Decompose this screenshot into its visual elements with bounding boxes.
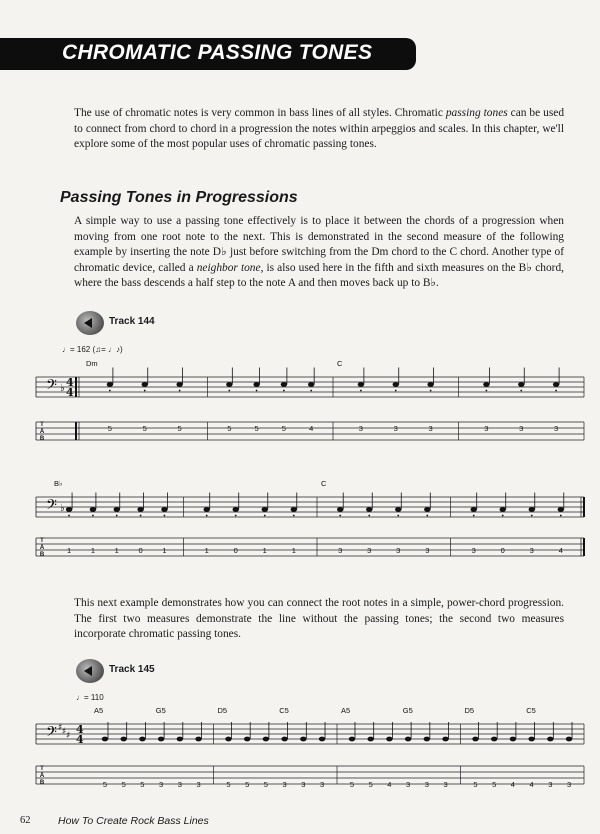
staccato-dot	[179, 390, 181, 392]
key-signature-sharp: ♯	[66, 731, 71, 741]
tab-fret-number: 3	[282, 780, 287, 789]
notehead	[244, 737, 250, 742]
tab-fret-number: 5	[492, 780, 497, 789]
time-signature-top: 4	[66, 376, 74, 389]
bass-clef-icon: 𝄢	[46, 497, 57, 517]
tab-fret-number: 0	[138, 546, 143, 555]
notehead	[518, 382, 524, 387]
notation-system-2	[0, 476, 600, 566]
tab-fret-number: 5	[102, 780, 108, 789]
tab-fret-number: 3	[554, 424, 559, 433]
tab-fret-number: 3	[358, 424, 363, 433]
tab-fret-number: 5	[281, 424, 286, 433]
bass-clef-icon: 𝄢	[46, 377, 57, 397]
notehead	[204, 507, 210, 512]
tab-fret-number: 3	[428, 424, 433, 433]
staccato-dot	[339, 515, 341, 517]
staccato-dot	[68, 515, 70, 517]
chord-symbol: D5	[217, 706, 228, 715]
section-paragraph: A simple way to use a passing tone effectively is to place it between the chords of a progression when moving from one root note to the next. This is demonstrated in the second measure of the following example by inserting the note D♭ just before switching from the Dm chord to the C chord. Another type of chromatic device, called a neighbor tone, is also used here in the fifth and sixth measures on the B♭ chord, where the bass descends a half step to the note A and then moves back up to B♭.	[74, 215, 564, 290]
notehead	[177, 737, 183, 742]
tab-fret-number: 3	[566, 780, 572, 789]
notehead	[107, 382, 113, 387]
notehead	[281, 382, 287, 387]
tab-fret-number: 3	[393, 424, 398, 433]
tab-fret-number: 3	[319, 780, 325, 789]
tab-fret-number: 5	[177, 424, 182, 433]
notehead	[308, 382, 314, 387]
notation-system-1	[0, 356, 600, 446]
notehead	[161, 507, 167, 512]
staccato-dot	[256, 390, 258, 392]
chord-symbol: D5	[464, 706, 475, 715]
notehead	[553, 382, 559, 387]
chord-symbol: B♭	[54, 479, 63, 488]
staccato-dot	[360, 390, 362, 392]
chapter-title: CHROMATIC PASSING TONES	[62, 41, 373, 64]
tab-fret-number: 5	[142, 424, 147, 433]
notehead	[471, 507, 477, 512]
notehead	[195, 737, 201, 742]
staccato-dot	[264, 515, 266, 517]
tab-fret-number: 5	[140, 780, 145, 789]
notehead	[225, 737, 231, 742]
tab-fret-number: 1	[291, 546, 296, 555]
speaker-icon	[76, 311, 104, 335]
notehead	[395, 507, 401, 512]
notehead	[547, 737, 553, 742]
tab-fret-number: 4	[387, 780, 392, 789]
staccato-dot	[473, 515, 475, 517]
notehead	[442, 737, 448, 742]
tab-clef-letter: A	[39, 545, 45, 551]
notehead	[319, 737, 325, 742]
tab-clef-letter: T	[40, 422, 44, 428]
tab-fret-number: 4	[529, 780, 534, 789]
tab-fret-number: 5	[263, 780, 268, 789]
notehead	[528, 737, 534, 742]
notehead	[366, 507, 372, 512]
staccato-dot	[206, 515, 208, 517]
bass-clef-icon: 𝄢	[46, 724, 57, 744]
tab-clef-letter: A	[39, 429, 45, 435]
notehead	[120, 737, 126, 742]
tab-fret-number: 5	[227, 424, 232, 433]
notehead	[281, 737, 287, 742]
notehead	[142, 382, 148, 387]
notehead	[102, 737, 108, 742]
chord-symbol: C	[337, 359, 343, 368]
tab-fret-number: 3	[548, 780, 553, 789]
tab-fret-number: 5	[245, 780, 250, 789]
chord-symbol: C	[321, 479, 327, 488]
notehead	[158, 737, 164, 742]
tab-fret-number: 5	[349, 780, 355, 789]
speaker-icon	[76, 659, 104, 683]
staccato-dot	[555, 390, 557, 392]
tab-fret-number: 3	[484, 424, 489, 433]
staccato-dot	[140, 515, 142, 517]
staccato-dot	[144, 390, 146, 392]
chord-symbol: A5	[94, 706, 104, 715]
tab-fret-number: 5	[121, 780, 126, 789]
notehead	[510, 737, 516, 742]
key-signature-sharp: ♯	[62, 727, 67, 737]
staccato-dot	[485, 390, 487, 392]
track-label: Track 144	[109, 316, 155, 327]
key-signature-flat: ♭	[60, 503, 65, 514]
tab-fret-number: 1	[90, 546, 95, 555]
staccato-dot	[293, 515, 295, 517]
notehead	[262, 507, 268, 512]
notehead	[558, 507, 564, 512]
notehead	[263, 737, 269, 742]
tab-fret-number: 3	[519, 424, 524, 433]
intro-paragraph: The use of chromatic notes is very common in bass lines of all styles. Chromatic passing tones can be used to connect from chord to chord in a progression the notes within arpeggios and scales. In this chapter, we'll explore some of the most popular uses of chromatic passing tones.	[74, 107, 565, 151]
tab-clef-letter: A	[39, 773, 45, 779]
notation-system-3	[0, 704, 600, 800]
tab-clef-letter: B	[39, 436, 45, 442]
key-signature-flat: ♭	[60, 383, 65, 394]
notehead	[139, 737, 145, 742]
tempo-marking: ♩= 162 (♫= ♩♪)	[62, 345, 123, 354]
tab-fret-number: 1	[66, 546, 72, 555]
tab-fret-number: 3	[396, 546, 401, 555]
tab-fret-number: 5	[368, 780, 373, 789]
tab-fret-number: 5	[254, 424, 259, 433]
tab-clef-letter: T	[40, 766, 44, 772]
tab-fret-number: 3	[406, 780, 411, 789]
time-signature-bottom: 4	[76, 733, 84, 746]
notehead	[491, 737, 497, 742]
tab-fret-number: 0	[500, 546, 505, 555]
notehead	[566, 737, 572, 742]
time-signature-bottom: 4	[66, 386, 74, 399]
notehead	[367, 737, 373, 742]
notehead	[427, 382, 433, 387]
tab-fret-number: 3	[301, 780, 306, 789]
book-title: How To Create Rock Bass Lines	[58, 815, 209, 827]
staccato-dot	[164, 515, 166, 517]
tab-fret-number: 3	[424, 780, 429, 789]
tab-fret-number: 1	[262, 546, 267, 555]
chord-symbol: G5	[402, 706, 413, 715]
notehead	[226, 382, 232, 387]
tab-fret-number: 3	[159, 780, 164, 789]
tab-fret-number: 1	[162, 546, 167, 555]
tab-fret-number: 4	[309, 424, 314, 433]
tab-fret-number: 3	[471, 546, 476, 555]
notehead	[500, 507, 506, 512]
notehead	[472, 737, 478, 742]
notehead	[176, 382, 182, 387]
tab-fret-number: 3	[338, 546, 343, 555]
staccato-dot	[520, 390, 522, 392]
tab-fret-number: 5	[473, 780, 478, 789]
notehead	[349, 737, 355, 742]
chord-symbol: Dm	[86, 359, 98, 368]
section-heading: Passing Tones in Progressions	[60, 189, 298, 206]
notehead	[66, 507, 72, 512]
tempo-marking: ♩= 110	[76, 693, 104, 702]
tab-clef-letter: T	[40, 538, 44, 544]
tab-fret-number: 4	[558, 546, 563, 555]
staccato-dot	[397, 515, 399, 517]
chord-symbol: C5	[526, 706, 536, 715]
tab-clef-letter: B	[39, 780, 45, 786]
tab-fret-number: 1	[114, 546, 119, 555]
time-signature-top: 4	[76, 723, 84, 736]
staccato-dot	[92, 515, 94, 517]
staccato-dot	[531, 515, 533, 517]
staccato-dot	[560, 515, 562, 517]
notehead	[483, 382, 489, 387]
staccato-dot	[116, 515, 118, 517]
notehead	[405, 737, 411, 742]
tab-fret-number: 5	[226, 780, 231, 789]
notehead	[424, 737, 430, 742]
staccato-dot	[395, 390, 397, 392]
staccato-dot	[368, 515, 370, 517]
notehead	[393, 382, 399, 387]
staccato-dot	[430, 390, 432, 392]
staccato-dot	[235, 515, 237, 517]
tab-fret-number: 0	[233, 546, 238, 555]
tab-fret-number: 4	[510, 780, 515, 789]
tab-fret-number: 3	[425, 546, 430, 555]
staccato-dot	[502, 515, 504, 517]
tab-fret-number: 3	[196, 780, 201, 789]
page-number: 62	[20, 815, 31, 826]
notehead	[529, 507, 535, 512]
tab-fret-number: 5	[107, 424, 112, 433]
notehead	[424, 507, 430, 512]
notehead	[233, 507, 239, 512]
tab-fret-number: 3	[529, 546, 534, 555]
track-label: Track 145	[109, 664, 155, 675]
staccato-dot	[310, 390, 312, 392]
tab-fret-number: 3	[443, 780, 448, 789]
staccato-dot	[228, 390, 230, 392]
chord-symbol: C5	[279, 706, 289, 715]
tab-fret-number: 3	[367, 546, 372, 555]
notehead	[90, 507, 96, 512]
notehead	[291, 507, 297, 512]
staccato-dot	[109, 390, 111, 392]
tab-fret-number: 1	[204, 546, 209, 555]
tab-fret-number: 3	[177, 780, 182, 789]
notehead	[253, 382, 259, 387]
staccato-dot	[426, 515, 428, 517]
tab-clef-letter: B	[39, 552, 45, 558]
power-chord-paragraph: This next example demonstrates how you can connect the root notes in a simple, power-chord progression. The first two measures demonstrate the line without the passing tones; the second two measures incorporate chromatic passing tones.	[74, 597, 564, 641]
notehead	[386, 737, 392, 742]
chord-symbol: G5	[155, 706, 166, 715]
notehead	[137, 507, 143, 512]
notehead	[358, 382, 364, 387]
staccato-dot	[283, 390, 285, 392]
notehead	[337, 507, 343, 512]
key-signature-sharp: ♯	[58, 723, 63, 733]
chord-symbol: A5	[341, 706, 351, 715]
notehead	[114, 507, 120, 512]
notehead	[300, 737, 306, 742]
